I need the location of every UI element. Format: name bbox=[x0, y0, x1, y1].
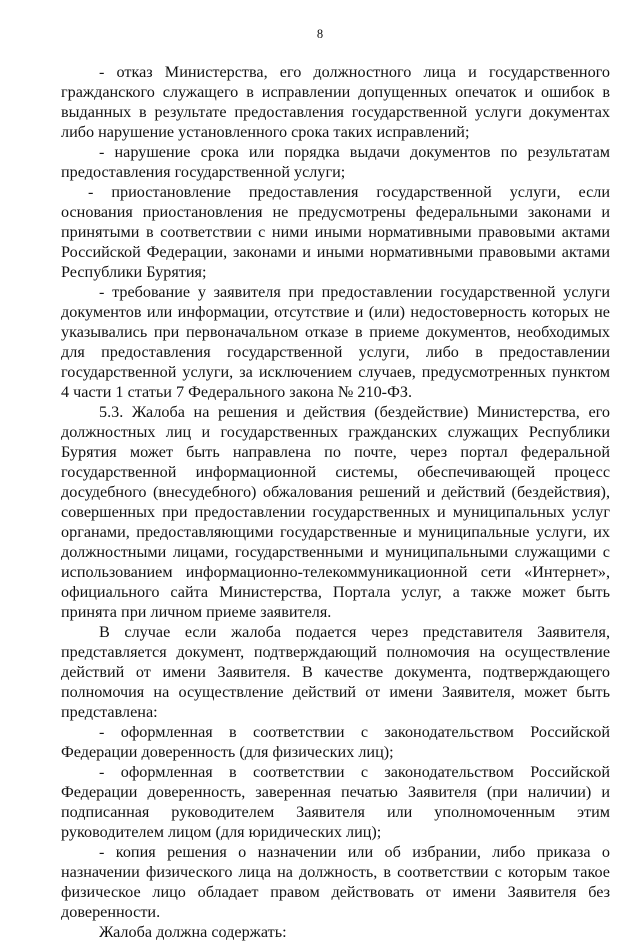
document-body bbox=[61, 62, 610, 942]
paragraph-requirement-of-documents: - требование у заявителя при предоставлении государственной услуги документов или информации, отсутствие и (или) недостоверность которых не указывались при первоначальном отказе в приеме документов, необходимых для предоставления государственной услуги, либо в предоставлении государственной услуги, за исключением случаев, предусмотренных пунктом 4 части 1 статьи 7 Федерального закона № 210-ФЗ. bbox=[61, 283, 610, 401]
page-number: 8 bbox=[316, 27, 324, 41]
paragraph-refusal-to-correct-errors: - отказ Министерства, его должностного лица и государственного гражданского служащего в исправлении допущенных опечаток и ошибок в выданных в результате предоставления государственной услуги документах либо нарушение установленного срока таких исправлений; bbox=[61, 63, 610, 141]
paragraph-complaint-must-contain: Жалоба должна содержать: bbox=[99, 923, 287, 941]
paragraph-section-5-3-complaint: 5.3. Жалоба на решения и действия (бездействие) Министерства, его должностных лиц и государственных гражданских служащих Республики Бурятия может быть направлена по почте, через портал федеральной государственной информационной системы, обеспечивающей процесс досудебного (внесудебного) обжалования решений и действий (бездействия), совершенных при предоставлении государственных и муниципальных услуг органами, предоставляющими государственные и муниципальные услуги, их должностными лицами, государственными и муниципальными служащими с использованием информационно-телекоммуникационной сети «Интернет», официального сайта Министерства, Портала услуг, а также может быть принята при личном приеме заявителя. bbox=[61, 403, 610, 621]
paragraph-power-of-attorney-legal-entities: - оформленная в соответствии с законодательством Российской Федерации доверенность, заверенная печатью Заявителя (при наличии) и подписанная руководителем Заявителя или уполномоченным этим руководителем лицом (для юридических лиц); bbox=[61, 763, 610, 841]
paragraph-representative-complaint: В случае если жалоба подается через представителя Заявителя, представляется документ, подтверждающий полномочия на осуществление действий от имени Заявителя. В качестве документа, подтверждающего полномочия на осуществление действий от имени Заявителя, может быть представлена: bbox=[61, 623, 610, 721]
paragraph-appointment-decision-copy: - копия решения о назначении или об избрании, либо приказа о назначении физического лица на должность, в соответствии с которым такое физическое лицо обладает правом действовать от имени Заявителя без доверенности. bbox=[61, 843, 610, 921]
paragraph-suspension-of-service: - приостановление предоставления государственной услуги, если основания приостановления не предусмотрены федеральными законами и принятыми в соответствии с ними иными нормативными правовыми актами Российской Федерации, законами и иными нормативными правовыми актами Республики Бурятия; bbox=[61, 183, 610, 281]
paragraph-violation-of-issuance-terms: - нарушение срока или порядка выдачи документов по результатам предоставления государственной услуги; bbox=[61, 143, 610, 181]
paragraph-power-of-attorney-individuals: - оформленная в соответствии с законодательством Российской Федерации доверенность (для физических лиц); bbox=[61, 723, 610, 761]
